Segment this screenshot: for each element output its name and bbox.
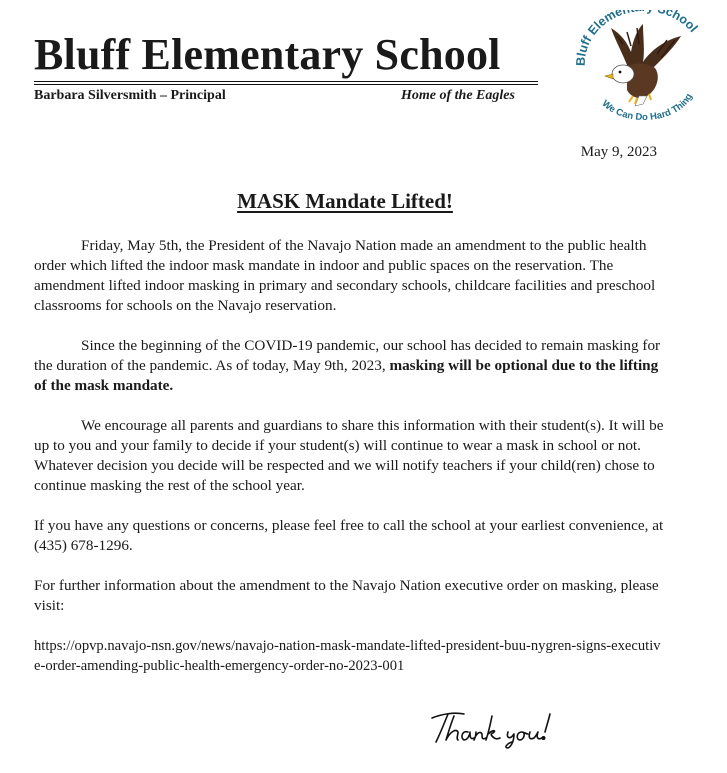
- headline: [0, 188, 690, 214]
- executive-order-link[interactable]: https://opvp.navajo-nsn.gov/news/navajo-nation-mask-mandate-lifted-president-buu-nygren-signs-executive-order-amending-public-health-emergency-order-no-2023-001: [34, 638, 661, 674]
- principal-name: Barbara Silversmith – Principal: [34, 88, 226, 103]
- paragraph-masking-policy-text: Since the beginning of the COVID-19 pandemic, our school has decided to remain masking for the duration of the pandemic. As of today, May 9th, 2023,: [34, 337, 661, 374]
- letterhead-rule: [34, 81, 538, 85]
- thank-you-script: [428, 704, 558, 750]
- paragraph-further-info: For further information about the amendment to the Navajo Nation executive order on masking, please visit:: [34, 577, 659, 614]
- letter-date: May 9, 2023: [580, 144, 657, 160]
- logo-top-text: Bluff Eleme chool: [573, 10, 701, 67]
- masking-optional-statement: masking will be optional due to the lifting of the mask mandate.: [34, 357, 659, 394]
- thank-you-signature: [428, 704, 558, 750]
- school-motto: Home of the Eagles: [401, 88, 515, 103]
- eagle-icon: [571, 10, 713, 122]
- headline-text: MASK Mandate Lifted!: [237, 189, 453, 213]
- school-logo: [571, 10, 713, 122]
- paragraph-announcement: Friday, May 5th, the President of the Navajo Nation made an amendment to the public health order which lifted the indoor mask mandate in indoor and public spaces on the reservation. The amendment lifted indoor masking in primary and secondary schools, childcare facilities and preschool classrooms for schools on the Navajo reservation.: [34, 237, 656, 314]
- paragraph-parents: We encourage all parents and guardians to share this information with their student(s). It will be up to you and your family to decide if your student(s) will continue to wear a mask in school or not. Whatever decision you decide will be respected and we will notify teachers if your child(ren) chose to continue masking the rest of the school year.: [34, 417, 664, 494]
- letter-body: [34, 236, 664, 696]
- logo-bottom-text: We Can Do Hard Thing: [599, 91, 695, 122]
- paragraph-contact: If you have any questions or concerns, please feel free to call the school at your earliest convenience, at (435) 678-1296.: [34, 517, 664, 554]
- school-name-heading: Bluff Elementary School: [34, 30, 501, 79]
- paragraph-masking-policy: [34, 336, 664, 396]
